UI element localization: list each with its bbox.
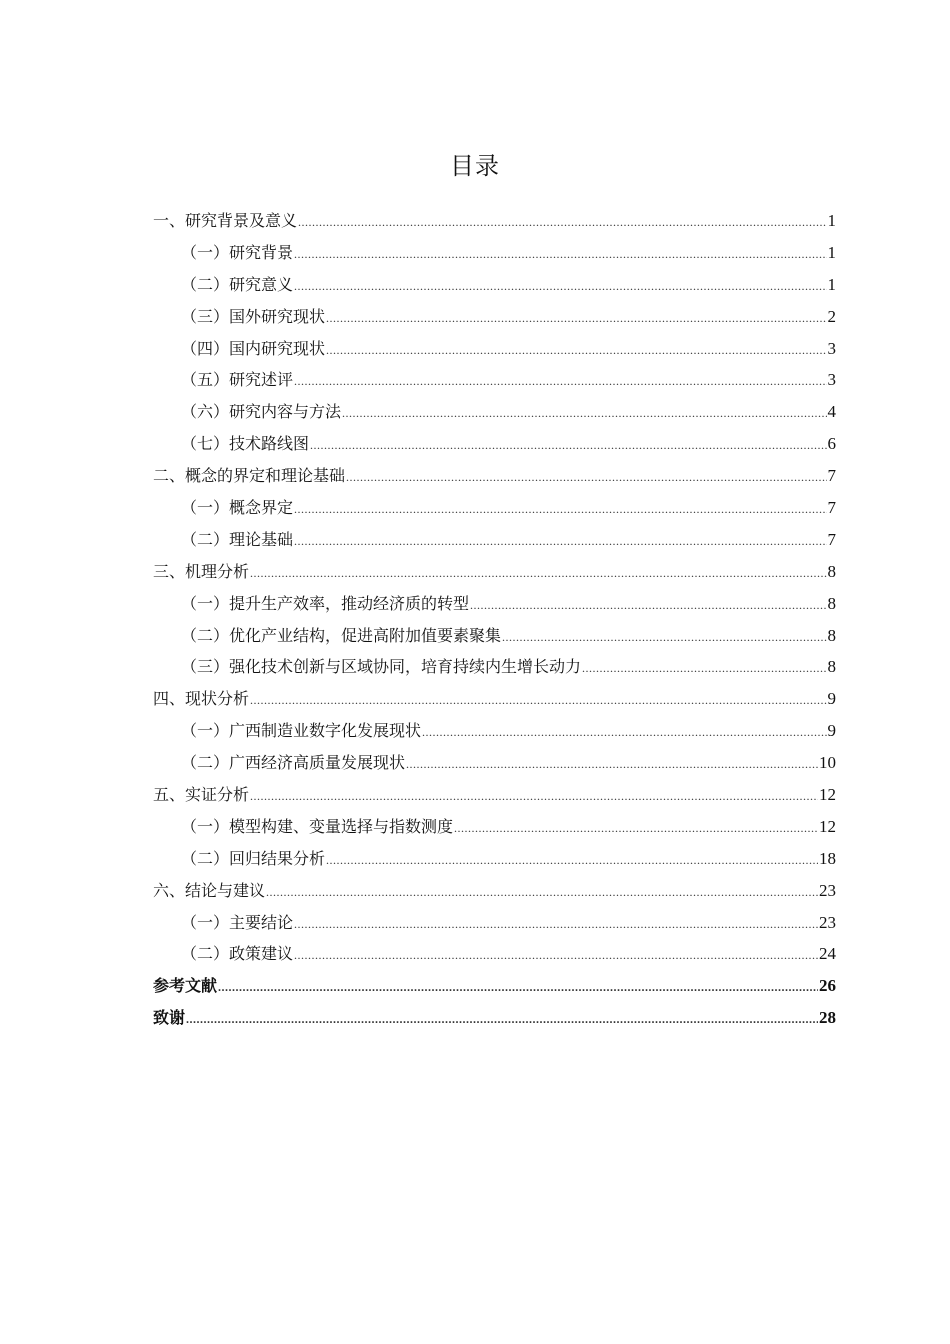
- toc-entry-label: 参考文献: [153, 976, 218, 996]
- toc-entry-label: 四、现状分析: [153, 689, 250, 709]
- toc-dot-leader: [346, 460, 826, 494]
- toc-dot-leader: [250, 556, 826, 590]
- toc-entry[interactable]: [153, 333, 836, 365]
- toc-entry-label: （二）优化产业结构，促进高附加值要素聚集: [181, 625, 502, 645]
- toc-entry-page-number: 24: [819, 944, 836, 964]
- toc-entry-label: （二）广西经济高质量发展现状: [181, 753, 406, 773]
- toc-dot-leader: [326, 301, 826, 335]
- toc-entry-label: （一）主要结论: [181, 912, 294, 932]
- toc-entry-label: （四）国内研究现状: [181, 338, 326, 358]
- toc-entry[interactable]: [153, 460, 836, 492]
- toc-dot-leader: [298, 205, 826, 239]
- toc-entry-label: （六）研究内容与方法: [181, 402, 342, 422]
- toc-dot-leader: [294, 907, 818, 941]
- toc-entry[interactable]: [153, 205, 836, 237]
- toc-dot-leader: [326, 843, 818, 877]
- toc-dot-leader: [294, 269, 826, 303]
- toc-entry-page-number: 4: [827, 402, 836, 422]
- toc-dot-leader: [326, 333, 826, 367]
- toc-dot-leader: [502, 620, 826, 654]
- toc-entry[interactable]: [153, 556, 836, 588]
- toc-entry-label: （一）模型构建、变量选择与指数测度: [181, 816, 454, 836]
- toc-entry[interactable]: [153, 428, 836, 460]
- toc-entry-page-number: 10: [819, 753, 836, 773]
- toc-entry[interactable]: [153, 301, 836, 333]
- toc-entry[interactable]: [153, 364, 836, 396]
- toc-dot-leader: [266, 875, 818, 909]
- toc-entry-page-number: 1: [827, 274, 836, 294]
- toc-dot-leader: [250, 779, 818, 813]
- toc-entry-page-number: 8: [827, 561, 836, 581]
- toc-entry-page-number: 8: [827, 657, 836, 677]
- toc-entry-label: （二）政策建议: [181, 944, 294, 964]
- toc-dot-leader: [294, 492, 826, 526]
- toc-entry-page-number: 6: [827, 434, 836, 454]
- toc-entry-label: （三）强化技术创新与区域协同，培育持续内生增长动力: [181, 657, 582, 677]
- toc-entry-page-number: 8: [827, 625, 836, 645]
- toc-entry-page-number: 9: [827, 689, 836, 709]
- toc-dot-leader: [342, 396, 826, 430]
- toc-entry[interactable]: [153, 651, 836, 683]
- toc-entry-page-number: 18: [819, 848, 836, 868]
- toc-entry[interactable]: [153, 843, 836, 875]
- toc-entry-label: （五）研究述评: [181, 370, 294, 390]
- toc-dot-leader: [470, 588, 826, 622]
- toc-entry-label: （二）研究意义: [181, 274, 294, 294]
- toc-dot-leader: [186, 1002, 818, 1036]
- toc-entry-label: （一）概念界定: [181, 498, 294, 518]
- toc-entry-page-number: 9: [827, 721, 836, 741]
- toc-entry[interactable]: [153, 938, 836, 970]
- toc-entry[interactable]: [153, 237, 836, 269]
- toc-entry-label: 五、实证分析: [153, 785, 250, 805]
- toc-entry[interactable]: [153, 588, 836, 620]
- toc-entry-page-number: 26: [819, 976, 836, 996]
- toc-entry-page-number: 3: [827, 370, 836, 390]
- toc-entry-page-number: 7: [827, 498, 836, 518]
- toc-entry[interactable]: [153, 875, 836, 907]
- toc-entry[interactable]: [153, 715, 836, 747]
- toc-entry-page-number: 28: [819, 1008, 836, 1028]
- toc-entry-label: 一、研究背景及意义: [153, 211, 298, 230]
- toc-entry-label: 致谢: [153, 1008, 186, 1028]
- toc-entry-label: 二、概念的界定和理论基础: [153, 466, 346, 486]
- toc-entry-page-number: 12: [819, 785, 836, 805]
- toc-dot-leader: [294, 364, 826, 398]
- toc-entry[interactable]: [153, 811, 836, 843]
- toc-entry[interactable]: [153, 683, 836, 715]
- toc-entry[interactable]: [153, 492, 836, 524]
- toc-entry-label: （一）研究背景: [181, 242, 294, 262]
- toc-dot-leader: [294, 938, 818, 972]
- toc-entry-page-number: 23: [819, 880, 836, 900]
- toc-entry[interactable]: [153, 524, 836, 556]
- toc-dot-leader: [310, 428, 826, 462]
- toc-entry[interactable]: [153, 269, 836, 301]
- toc-entry-page-number: 7: [827, 466, 836, 486]
- toc-dot-leader: [294, 237, 826, 271]
- toc-entry-label: （七）技术路线图: [181, 434, 310, 454]
- toc-dot-leader: [294, 524, 826, 558]
- toc-entry[interactable]: [153, 747, 836, 779]
- toc-title: 目录: [450, 152, 500, 180]
- toc-entry-page-number: 12: [819, 816, 836, 836]
- toc-dot-leader: [454, 811, 818, 845]
- toc-entry-page-number: 3: [827, 338, 836, 358]
- toc-entry-page-number: 1: [827, 242, 836, 262]
- toc-entry-label: （一）提升生产效率，推动经济质的转型: [181, 593, 470, 613]
- toc-dot-leader: [582, 651, 826, 685]
- toc-entry-label: 三、机理分析: [153, 561, 250, 581]
- toc-entry[interactable]: [153, 396, 836, 428]
- toc-entry-label: （三）国外研究现状: [181, 306, 326, 326]
- toc-entry[interactable]: [153, 1002, 836, 1034]
- toc-dot-leader: [406, 747, 818, 781]
- toc-entry-page-number: 1: [827, 211, 836, 230]
- toc-entry-page-number: 7: [827, 529, 836, 549]
- toc-entry-page-number: 23: [819, 912, 836, 932]
- toc-list: [153, 205, 836, 1034]
- toc-entry-label: （二）回归结果分析: [181, 848, 326, 868]
- toc-entry-label: （一）广西制造业数字化发展现状: [181, 721, 422, 741]
- toc-dot-leader: [250, 683, 826, 717]
- toc-entry-page-number: 8: [827, 593, 836, 613]
- toc-dot-leader: [422, 715, 826, 749]
- toc-entry-label: （二）理论基础: [181, 529, 294, 549]
- toc-entry[interactable]: [153, 620, 836, 652]
- toc-entry-label: 六、结论与建议: [153, 880, 266, 900]
- toc-entry-page-number: 2: [827, 306, 836, 326]
- toc-dot-leader: [218, 970, 818, 1004]
- toc-entry[interactable]: [153, 779, 836, 811]
- toc-entry[interactable]: [153, 970, 836, 1002]
- toc-entry[interactable]: [153, 907, 836, 939]
